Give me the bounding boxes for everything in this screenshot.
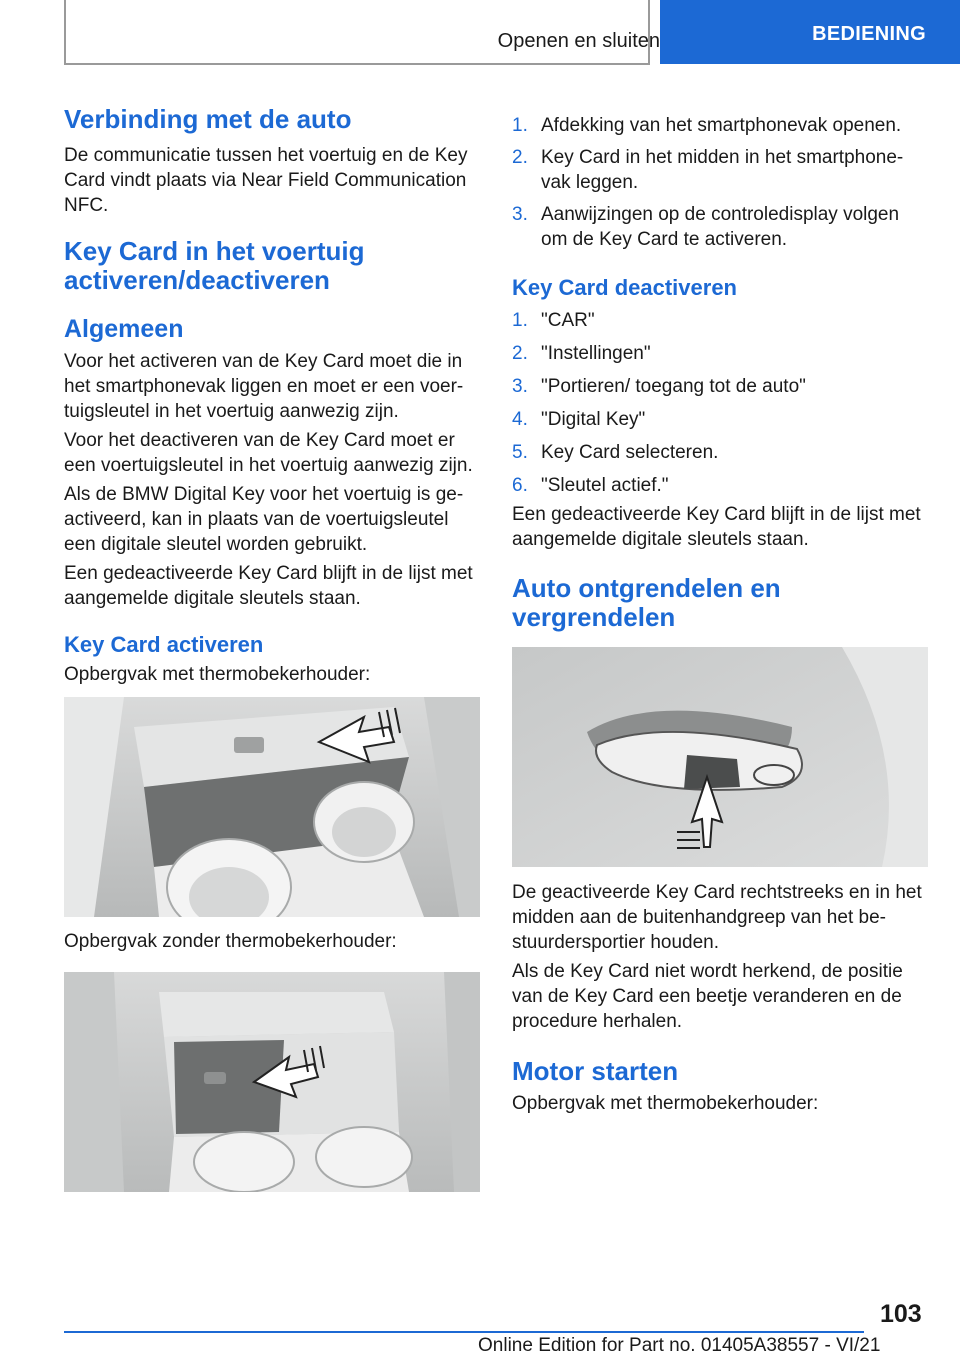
step-text: Key Card in het midden in het smartphone-vak leggen. <box>541 147 904 193</box>
list-item <box>512 341 930 366</box>
list-item <box>512 113 930 138</box>
caption-start-storage: Opbergvak met thermobekerhouder: <box>512 1093 819 1114</box>
heading-connection: Verbinding met de auto <box>64 104 352 134</box>
activate-steps-list <box>512 113 930 252</box>
heading-key-card-activate: Key Card activeren <box>64 632 264 657</box>
heading-unlock-lock <box>512 574 930 632</box>
heading-unlock-lock-line2: vergrendelen <box>512 602 676 632</box>
step-number: 4. <box>512 409 528 430</box>
list-item <box>512 473 930 498</box>
step-number: 1. <box>512 115 528 136</box>
figure-door-handle <box>512 647 928 867</box>
list-item <box>512 374 930 399</box>
step-number: 2. <box>512 343 528 364</box>
caption-without-cupholder: Opbergvak zonder thermobekerhouder: <box>64 931 397 952</box>
figure-storage-with-cupholder <box>64 697 480 917</box>
chapter-tab-label: BEDIENING <box>812 22 926 45</box>
step-text: "Portieren/ toegang tot de auto" <box>541 376 806 397</box>
heading-unlock-lock-line1: Auto ontgrendelen en <box>512 573 781 603</box>
paragraph-general-3: Als de BMW Digital Key voor het voertuig is ge-activeerd, kan in plaats van de voertuigsleutel een digitale sleutel worden gebruikt. <box>64 484 464 555</box>
heading-activate-deactivate-line2: activeren/deactiveren <box>64 265 330 295</box>
step-number: 3. <box>512 376 528 397</box>
deactivate-steps-list <box>512 308 930 498</box>
list-item <box>512 145 930 195</box>
list-item <box>512 440 930 465</box>
paragraph-deactivate-note: Een gedeactiveerde Key Card blijft in de lijst met aangemelde digitale sleutels staan. <box>512 504 921 550</box>
right-column <box>512 100 930 1116</box>
list-item <box>512 407 930 432</box>
header-left-rule <box>64 0 66 64</box>
step-number: 5. <box>512 442 528 463</box>
caption-with-cupholder: Opbergvak met thermobekerhouder: <box>64 664 371 685</box>
figure-storage-without-cupholder <box>64 972 480 1192</box>
header-bottom-rule <box>64 63 650 65</box>
step-text: Afdekking van het smartphonevak openen. <box>541 115 902 136</box>
paragraph-general-1: Voor het activeren van de Key Card moet die in het smartphonevak liggen en moet er een voer-tuigsleutel in het voertuig aanwezig zijn. <box>64 351 464 422</box>
chapter-tab[interactable] <box>660 0 960 64</box>
list-item <box>512 308 930 333</box>
heading-activate-deactivate-line1: Key Card in het voertuig <box>64 236 365 266</box>
step-number: 2. <box>512 147 528 168</box>
heading-activate-deactivate <box>64 237 480 295</box>
section-title: Openen en sluiten <box>497 30 660 52</box>
left-column <box>64 100 480 1192</box>
paragraph-general-2: Voor het deactiveren van de Key Card moet er een voertuigsleutel in het voertuig aanwezig zijn. <box>64 430 473 476</box>
page-number: 103 <box>880 1300 922 1328</box>
paragraph-connection: De communicatie tussen het voertuig en de Key Card vindt plaats via Near Field Communication NFC. <box>64 145 468 216</box>
step-text: "Sleutel actief." <box>541 475 669 496</box>
paragraph-unlock-1: De geactiveerde Key Card rechtstreeks en in het midden aan de buitenhandgreep van het be-stuurdersportier houden. <box>512 882 922 953</box>
paragraph-unlock-2: Als de Key Card niet wordt herkend, de positie van de Key Card een beetje veranderen en de procedure herhalen. <box>512 961 903 1032</box>
step-number: 6. <box>512 475 528 496</box>
step-text: "CAR" <box>541 310 595 331</box>
step-text: Key Card selecteren. <box>541 442 719 463</box>
step-number: 1. <box>512 310 528 331</box>
paragraph-general-4: Een gedeactiveerde Key Card blijft in de lijst met aangemelde digitale sleutels staan. <box>64 563 473 609</box>
footer-rule <box>64 1331 864 1333</box>
list-item <box>512 202 930 252</box>
heading-key-card-deactivate: Key Card deactiveren <box>512 275 737 300</box>
heading-general: Algemeen <box>64 315 184 343</box>
step-text: "Instellingen" <box>541 343 651 364</box>
footer-edition: Online Edition for Part no. 01405A38557 - VI/21 <box>478 1335 881 1356</box>
step-text: "Digital Key" <box>541 409 646 430</box>
step-text: Aanwijzingen op de controledisplay volgen om de Key Card te activeren. <box>541 204 900 250</box>
heading-engine-start: Motor starten <box>512 1056 679 1086</box>
step-number: 3. <box>512 204 528 225</box>
